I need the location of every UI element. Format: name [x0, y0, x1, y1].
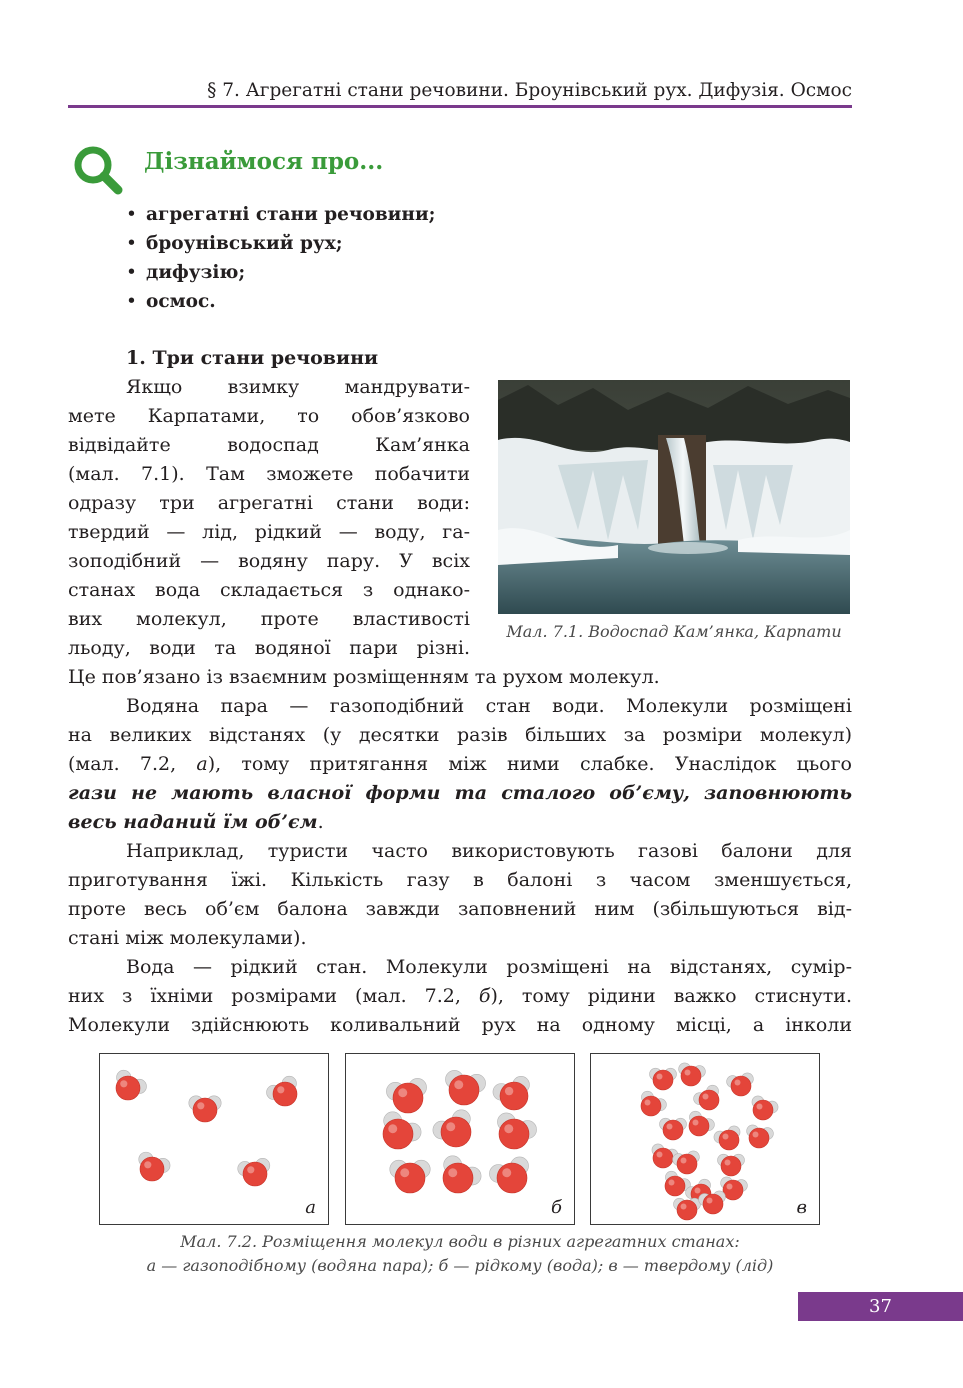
water-molecule: [386, 1078, 426, 1113]
water-molecule: [679, 1063, 706, 1086]
header-rule: [68, 105, 852, 108]
panel-solid: [590, 1053, 820, 1225]
figure-7-2-caption-line-2: а — газоподібному (водяна пара); б — рідкому (вода); в — твердому (лід): [146, 1256, 774, 1275]
molecules-gas: [100, 1054, 328, 1224]
paragraph-1-end: [68, 663, 852, 692]
water-molecule: [694, 1085, 719, 1110]
waterfall-photo: [498, 380, 850, 614]
learn-list: [126, 200, 436, 316]
text-line: Це пов’язано із взаємним розміщенням та рухом молекул.: [68, 666, 660, 688]
text-line: на великих відстанях (у десятки разів більших за розміри молекул): [68, 724, 852, 746]
figure-7-2-caption-line-1: Мал. 7.2. Розміщення молекул води в різних агрегатних станах:: [180, 1232, 740, 1251]
text-line: Молекули здійснюють коливальний рух на одному місці, а інколи: [68, 1014, 852, 1036]
water-molecule: [752, 1096, 778, 1120]
learn-item: • броунівський рух;: [126, 233, 343, 254]
learn-title: Дізнаймося про...: [144, 148, 384, 175]
text-line: Вода — рідкий стан. Молекули розміщені на відстанях, сумір-: [126, 956, 852, 978]
panel-liquid: [345, 1053, 575, 1225]
water-molecule: [699, 1191, 726, 1214]
water-molecule: [445, 1070, 485, 1105]
paragraph-3: [68, 837, 852, 953]
figure-7-1-caption: Мал. 7.1. Водоспад Кам’янка, Карпати: [506, 622, 842, 641]
water-molecule: [383, 1112, 421, 1149]
running-head: § 7. Агрегатні стани речовини. Броунівський рух. Дифузія. Осмос: [207, 80, 852, 101]
water-molecule: [116, 1070, 146, 1100]
magnifier-icon: [72, 144, 124, 196]
text-line-emphasis: гази не мають власної форми та сталого об’єму, заповнюють: [68, 782, 852, 804]
water-molecule: [714, 1126, 740, 1150]
water-molecule: [747, 1125, 774, 1148]
water-molecule: [443, 1156, 481, 1193]
paragraph-4: [68, 953, 852, 1040]
panel-gas: [99, 1053, 329, 1225]
paragraph-1: [68, 373, 470, 663]
text-line: одразу три агрегатні стани води:: [68, 492, 470, 514]
molecules-solid: [591, 1054, 819, 1224]
molecules-liquid: [346, 1054, 574, 1224]
water-molecule: [267, 1076, 297, 1106]
text-line: відвідайте водоспад Кам’янка: [68, 434, 470, 456]
water-molecule: [390, 1160, 430, 1193]
water-molecule: [189, 1096, 221, 1122]
water-molecule: [660, 1118, 687, 1140]
text-line: зоподібний — водяну пару. У всіх: [68, 550, 470, 572]
text-line: мете Карпатами, то обов’язково: [68, 405, 470, 427]
text-line: вих молекул, проте властивості: [68, 608, 470, 630]
learn-item: • дифузію;: [126, 262, 246, 283]
page-number: 37: [798, 1292, 963, 1321]
text-line: льоду, води та водяної пари різні.: [68, 637, 470, 659]
water-molecule: [650, 1068, 677, 1090]
text-line: (мал. 7.2, а), тому притягання між ними слабке. Унаслідок цього: [68, 753, 852, 775]
text-line: Водяна пара — газоподібний стан води. Молекули розміщені: [126, 695, 852, 717]
water-molecule: [489, 1157, 528, 1193]
text-line: них з їхніми розмірами (мал. 7.2, б), тому рідини важко стиснути.: [68, 985, 853, 1007]
water-molecule: [727, 1073, 754, 1096]
text-line: проте весь об’єм балона завжди заповнений ним (збільшуються від-: [68, 898, 852, 920]
water-molecule: [674, 1198, 701, 1220]
text-line: Якщо взимку мандрувати-: [126, 376, 470, 398]
water-molecule: [673, 1151, 700, 1174]
text-line: весь наданий їм об’єм.: [68, 811, 324, 833]
text-line: приготування їжі. Кількість газу в балоні з часом зменшується,: [68, 869, 852, 891]
text-line: станах вода складається з однако-: [68, 579, 470, 601]
section-title: 1. Три стани речовини: [126, 347, 379, 369]
text-line: стані між молекулами).: [68, 927, 307, 949]
panel-label: а: [305, 1197, 316, 1218]
water-molecule: [433, 1110, 471, 1147]
water-molecule: [139, 1152, 170, 1181]
water-molecule: [718, 1154, 745, 1176]
panel-label: б: [551, 1197, 562, 1218]
text-line: Наприклад, туристи часто використовують газові балони для: [126, 840, 852, 862]
learn-item: • осмос.: [126, 291, 216, 312]
text-line: (мал. 7.1). Там зможете побачити: [68, 463, 470, 485]
learn-item: • агрегатні стани речовини;: [126, 204, 436, 225]
panel-label: в: [796, 1197, 807, 1218]
water-molecule: [641, 1091, 666, 1116]
water-molecule: [238, 1158, 270, 1186]
text-line: твердий — лід, рідкий — воду, га-: [68, 521, 470, 543]
paragraph-2: [68, 692, 852, 837]
water-molecule: [493, 1076, 529, 1110]
water-molecule: [497, 1113, 536, 1149]
water-molecule: [689, 1111, 714, 1136]
